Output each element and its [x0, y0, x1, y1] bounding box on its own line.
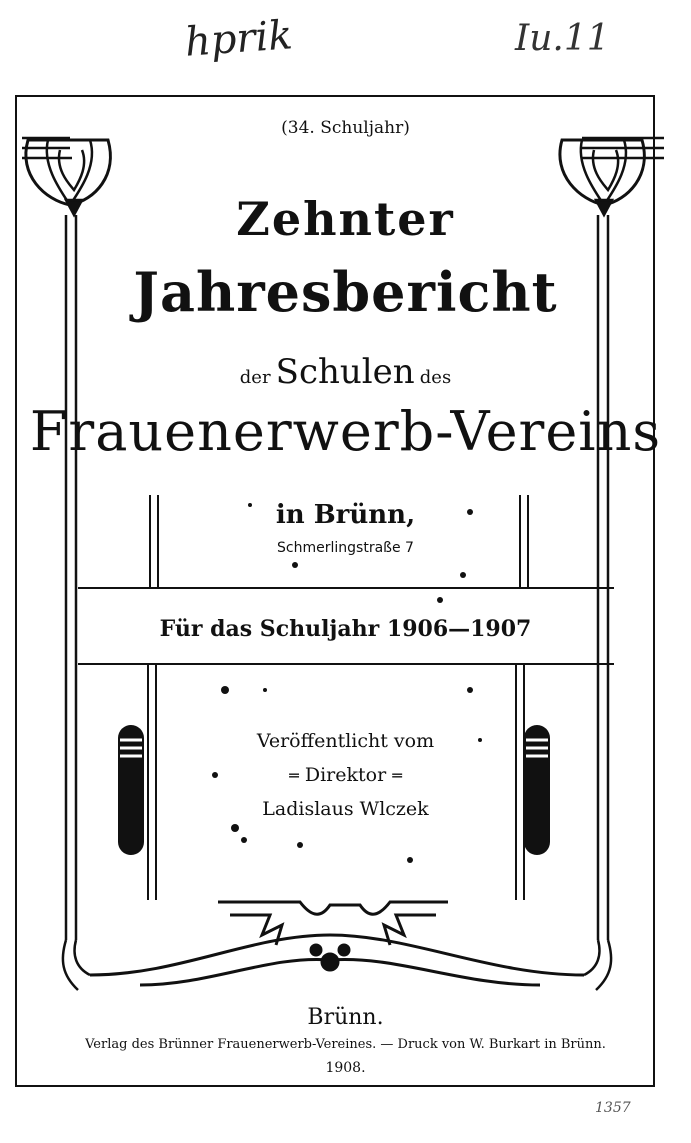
- street-address: Schmerlingstraße 7: [277, 540, 414, 556]
- title-line-2: Jahresbericht: [133, 260, 558, 324]
- published-line-3: Ladislaus Wlczek: [262, 798, 429, 820]
- title-line-1: Zehnter: [236, 192, 455, 246]
- subtitle-big: Schulen: [275, 352, 415, 392]
- handwriting-bottom-right: 1357: [595, 1100, 631, 1116]
- rule-right: ═: [392, 766, 402, 785]
- handwriting-top-right: Iu.11: [515, 18, 610, 59]
- footer-publisher: Verlag des Brünner Frauenerwerb-Vereines. — Druck von W. Burkart in Brünn.: [85, 1037, 606, 1052]
- handwriting-top-left: hprik: [183, 12, 295, 66]
- subtitle-small-2: des: [419, 367, 452, 388]
- published-line-1: Veröffentlicht vom: [256, 730, 435, 752]
- published-director: Direktor: [304, 764, 387, 786]
- school-year-tag: (34. Schuljahr): [281, 118, 410, 138]
- bottom-ornament: [90, 902, 584, 985]
- footer-year: 1908.: [325, 1060, 366, 1076]
- published-line-2: [0, 764, 691, 786]
- school-year-period: Für das Schuljahr 1906—1907: [159, 616, 532, 642]
- rule-left: ═: [289, 766, 299, 785]
- subtitle-small-1: der: [239, 367, 271, 388]
- footer-city: Brünn.: [307, 1005, 384, 1030]
- subtitle: [0, 352, 691, 392]
- city-line: in Brünn,: [275, 500, 416, 530]
- association-name: Frauenerwerb-Vereins: [29, 400, 662, 463]
